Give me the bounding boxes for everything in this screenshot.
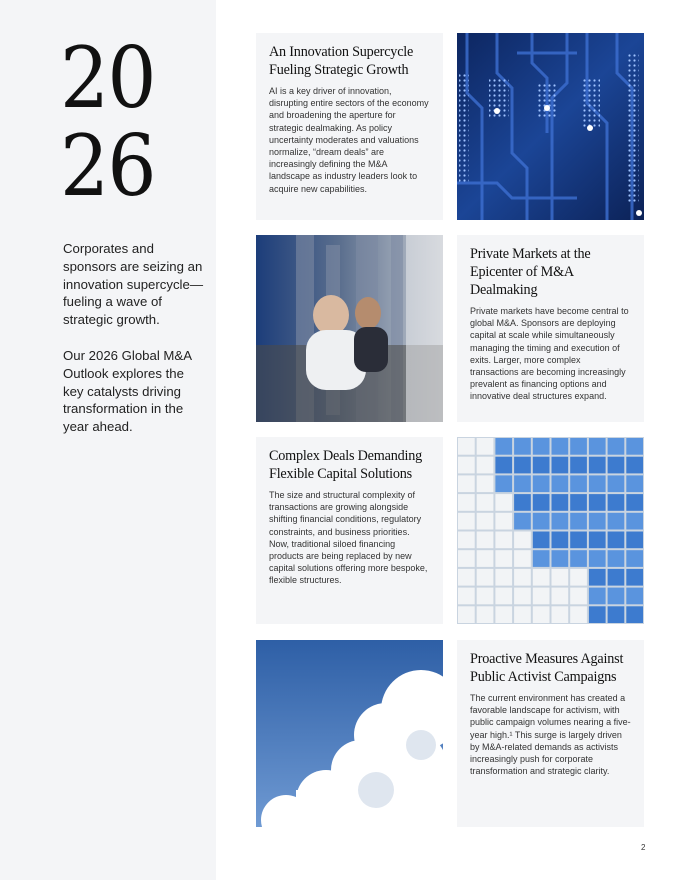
card-body: Private markets have become central to global M&A. Sponsors are deploying capital at scale while simultaneously managing the timing and execution of exits. Larger, more complex transactions are becoming increasingly prevalent as financing options and innovative deal structures expand. bbox=[470, 306, 629, 402]
card-body: AI is a key driver of innovation, disrupting entire sectors of the economy and broadening the aperture for strategic dealmaking. As policy uncertainty moderates and valuations normalize, “dream deals” are increasingly defining the M&A landscape as industry leaders look to acquire new capabilities. bbox=[269, 86, 429, 194]
sky-clouds-image bbox=[256, 640, 443, 827]
year-top: 20 bbox=[60, 29, 155, 127]
card-innovation-supercycle bbox=[256, 33, 443, 220]
card-title: Private Markets at the Epicenter of M&A Dealmaking bbox=[470, 246, 591, 298]
card-title: An Innovation Supercycle Fueling Strategic Growth bbox=[269, 44, 414, 78]
card-complex-deals bbox=[256, 437, 443, 624]
intro-paragraph-2: Our 2026 Global M&A Outlook explores the key catalysts driving transformation in the year ahead. bbox=[63, 347, 192, 435]
year-heading bbox=[60, 29, 155, 215]
intro-text bbox=[63, 240, 203, 454]
circuit-board-image bbox=[457, 33, 644, 220]
card-body: The current environment has created a favorable landscape for activism, with public campaign volumes nearing a five-year high.¹ This surge is largely driven by M&A-related demands as activists increasingly push for corporate transformation and strategic clarity. bbox=[470, 693, 631, 777]
page-number: 2 bbox=[641, 843, 646, 852]
card-body: The size and structural complexity of transactions are growing alongside shifting financial conditions, regulatory constraints, and business priorities. Now, traditional siloed financing products are being replaced by new capital solutions offering more bespoke, flexible structures. bbox=[269, 490, 428, 586]
card-private-markets bbox=[457, 235, 644, 422]
sidebar bbox=[0, 0, 216, 880]
glass-facade-image bbox=[457, 437, 644, 624]
card-title: Proactive Measures Against Public Activist Campaigns bbox=[470, 651, 624, 685]
intro-paragraph-1: Corporates and sponsors are seizing an innovation supercycle—fueling a wave of strategic growth. bbox=[63, 241, 204, 328]
year-bottom: 26 bbox=[60, 117, 155, 215]
card-activist-campaigns bbox=[457, 640, 644, 827]
office-meeting-image bbox=[256, 235, 443, 422]
card-title: Complex Deals Demanding Flexible Capital Solutions bbox=[269, 448, 423, 482]
